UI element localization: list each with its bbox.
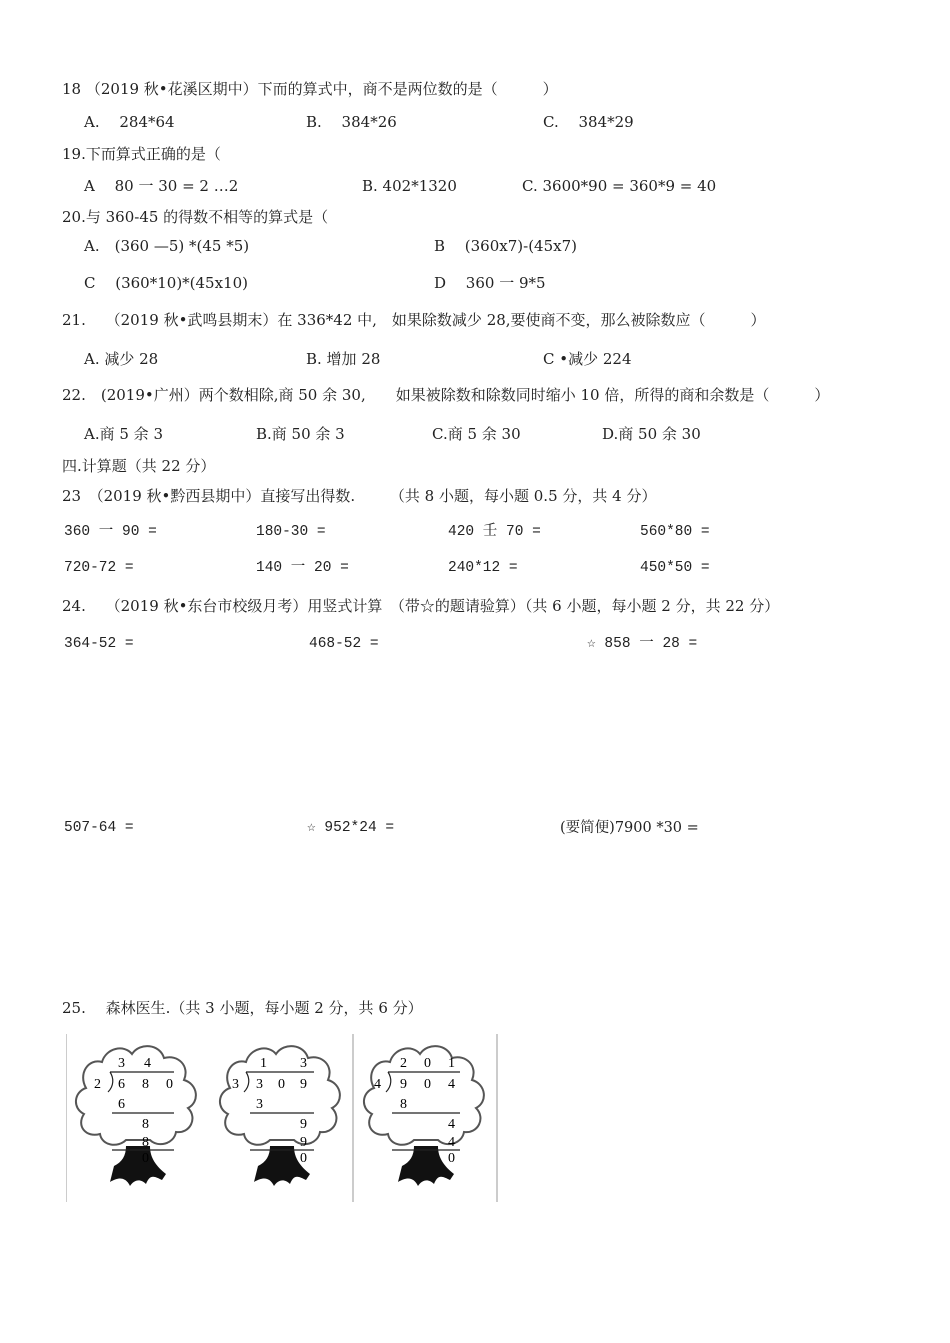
q24-item: ☆ 952*24 = [307, 820, 395, 836]
tree-2-step: 9 [300, 1117, 307, 1132]
tree-1-quotient-digit: 4 [144, 1056, 151, 1071]
q21-option-b: B. 增加 28 [306, 350, 381, 368]
tree-2-dividend-digit: 3 [256, 1077, 263, 1092]
tree-3-dividend-digit: 9 [400, 1077, 407, 1092]
q24-item: 468-52 = [309, 636, 379, 652]
q23-item: 450*50 = [640, 560, 710, 576]
q20-option-b: B (360x7)-(45x7) [434, 237, 577, 255]
q20-option-a: A. (360 —5) *(45 *5) [84, 237, 250, 255]
tree-2-dividend-digit: 9 [300, 1077, 307, 1092]
q24-item: 364-52 = [64, 636, 134, 652]
q23-item: 180-30 = [256, 524, 326, 540]
tree-2-remainder: 0 [300, 1151, 307, 1166]
tree-3-remainder: 0 [448, 1151, 455, 1166]
tree-1-dividend-digit: 8 [142, 1077, 149, 1092]
q20-option-d: D 360 一 9*5 [434, 274, 546, 292]
q23-item: 720-72 = [64, 560, 134, 576]
tree-1-svg [66, 1034, 210, 1202]
tree-2-dividend-digit: 0 [278, 1077, 285, 1092]
tree-2-quotient-digit: 1 [260, 1056, 267, 1071]
tree-2-divisor: 3 [232, 1077, 239, 1092]
tree-1-step: 6 [118, 1097, 125, 1112]
tree-1-remainder: 0 [142, 1151, 149, 1166]
q19-stem: 19.下而算式正确的是（ [62, 145, 221, 163]
tree-figure-1 [66, 1034, 210, 1202]
q23-item: 420 壬 70 = [448, 524, 541, 540]
tree-1-step: 8 [142, 1135, 149, 1150]
q23-item: 240*12 = [448, 560, 518, 576]
tree-3-step: 4 [448, 1117, 455, 1132]
q23-item: 360 一 90 = [64, 524, 157, 540]
tree-1-step: 8 [142, 1117, 149, 1132]
q23-item: 140 一 20 = [256, 560, 349, 576]
tree-3-divisor: 4 [374, 1077, 381, 1092]
q24-item: (要简便)7900 *30 = [560, 820, 699, 836]
tree-3-svg [354, 1034, 498, 1202]
tree-1-dividend-digit: 6 [118, 1077, 125, 1092]
q20-stem: 20.与 360-45 的得数不相等的算式是（ [62, 208, 329, 226]
q22-option-b: B.商 50 余 3 [256, 425, 345, 443]
q19-option-c: C. 3600*90 = 360*9 = 40 [522, 177, 717, 195]
q23-item: 560*80 = [640, 524, 710, 540]
section-heading: 四.计算题（共 22 分） [62, 457, 216, 475]
tree-3-quotient-digit: 1 [448, 1056, 455, 1071]
q23-stem: 23 （2019 秋•黔西县期中）直接写出得数. （共 8 小题，每小题 0.5 分，共 4 分） [62, 487, 657, 505]
tree-3-quotient-digit: 2 [400, 1056, 407, 1071]
tree-1-divisor: 2 [94, 1077, 101, 1092]
tree-3-dividend-digit: 4 [448, 1077, 455, 1092]
q24-stem: 24. （2019 秋•东台市校级月考）用竖式计算 （带☆的题请验算）（共 6 小题，每小题 2 分，共 22 分） [62, 597, 780, 615]
q22-option-a: A.商 5 余 3 [84, 425, 163, 443]
q18-option-b: B. 384*26 [306, 113, 397, 131]
q18-stem: 18 （2019 秋•花溪区期中）下而的算式中，商不是两位数的是（ ） [62, 80, 558, 98]
tree-3-step: 8 [400, 1097, 407, 1112]
q24-item: ☆ 858 一 28 = [587, 636, 698, 652]
tree-1-dividend-digit: 0 [166, 1077, 173, 1092]
q21-option-a: A. 减少 28 [84, 350, 159, 368]
q20-option-c: C (360*10)*(45x10) [84, 274, 249, 292]
tree-2-svg [210, 1034, 354, 1202]
q18-option-a: A. 284*64 [84, 113, 175, 131]
tree-2-quotient-digit: 3 [300, 1056, 307, 1071]
q22-stem: 22. (2019•广州）两个数相除,商 50 余 30, 如果被除数和除数同时缩小 10 倍，所得的商和余数是（ ） [62, 386, 830, 404]
q19-option-b: B. 402*1320 [362, 177, 457, 195]
tree-3-dividend-digit: 0 [424, 1077, 431, 1092]
tree-3-quotient-digit: 0 [424, 1056, 431, 1071]
tree-2-step: 3 [256, 1097, 263, 1112]
q22-option-d: D.商 50 余 30 [602, 425, 701, 443]
tree-figure-2 [210, 1034, 354, 1202]
q21-option-c: C •减少 224 [543, 350, 632, 368]
tree-figure-3 [354, 1034, 498, 1202]
tree-2-step: 9 [300, 1135, 307, 1150]
q21-stem: 21. （2019 秋•武鸣县期末）在 336*42 中, 如果除数减少 28,要使商不变，那么被除数应（ ） [62, 311, 766, 329]
q18-option-c: C. 384*29 [543, 113, 634, 131]
q24-item: 507-64 = [64, 820, 134, 836]
tree-1-quotient-digit: 3 [118, 1056, 125, 1071]
q22-option-c: C.商 5 余 30 [432, 425, 521, 443]
tree-3-step: 4 [448, 1135, 455, 1150]
q19-option-a: A 80 一 30 = 2 …2 [84, 177, 239, 195]
q25-stem: 25. 森林医生.（共 3 小题，每小题 2 分，共 6 分） [62, 999, 423, 1017]
